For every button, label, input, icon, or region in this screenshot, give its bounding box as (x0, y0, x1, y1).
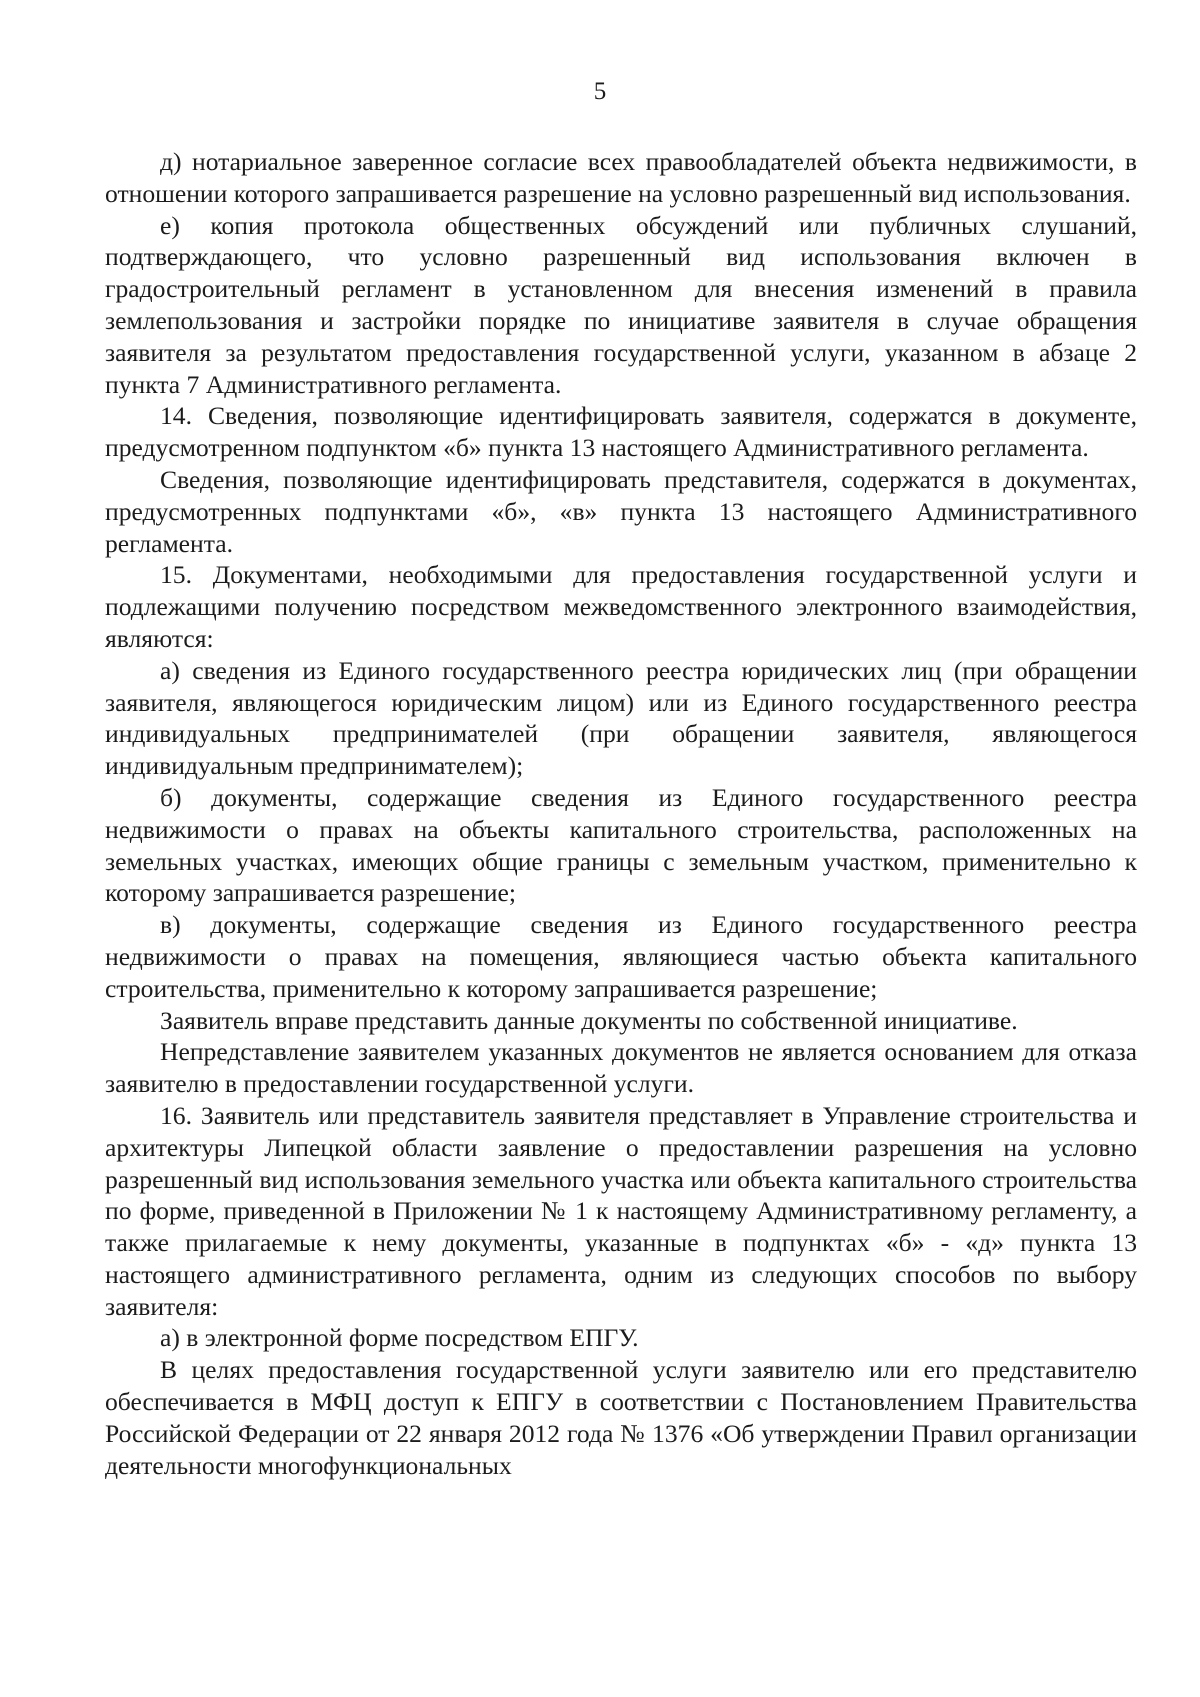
paragraph-16-application: 16. Заявитель или представитель заявителя представляет в Управление строительства и архитектуры Липецкой области заявление о предоставлении разрешения на условно разрешенный вид использования земельного участка или объекта капитального строительства по форме, приведенной в Приложении № 1 к настоящему Административному регламенту, а также прилагаемые к нему документы, указанные в подпунктах «б» - «д» пункта 13 настоящего административного регламента, одним из следующих способов по выбору заявителя: (105, 1100, 1137, 1321)
paragraph-own-initiative: Заявитель вправе представить данные документы по собственной инициативе. (160, 1005, 1018, 1035)
paragraph-d-notarial-consent: д) нотариальное заверенное согласие всех правообладателей объекта недвижимости, в отношении которого запрашивается разрешение на условно разрешенный вид использования. (105, 147, 1137, 208)
paragraph-15v-premises: в) документы, содержащие сведения из Единого государственного реестра недвижимости о правах на помещения, являющиеся частью объекта капитального строительства, применительно к которому запрашивается разрешение; (105, 910, 1137, 1003)
paragraph-15b-capital-construction: б) документы, содержащие сведения из Единого государственного реестра недвижимости о правах на объекты капитального строительства, расположенных на земельных участках, имеющих общие границы с земельным участком, применительно к которому запрашивается разрешение; (105, 782, 1137, 908)
paragraph-15a-registry: а) сведения из Единого государственного реестра юридических лиц (при обращении заявителя, являющегося юридическим лицом) или из Единого государственного реестра индивидуальных предпринимателей (при обращении заявителя, являющегося индивидуальным предпринимателем); (105, 655, 1137, 781)
paragraph-mfc-access: В целях предоставления государственной услуги заявителю или его представителю обеспечивается в МФЦ доступ к ЕПГУ в соответствии с Постановлением Правительства Российской Федерации от 22 января 2012 года № 1376 «Об утверждении Правил организации деятельности многофункциональных (105, 1355, 1137, 1480)
paragraph-15-documents: 15. Документами, необходимыми для предоставления государственной услуги и подлежащими получению посредством межведомственного электронного взаимодействия, являются: (105, 560, 1137, 653)
page-number: 5 (593, 78, 607, 105)
paragraph-non-submission: Непредставление заявителем указанных документов не является основанием для отказа заявителю в предоставлении государственной услуги. (105, 1037, 1137, 1099)
paragraph-16a-electronic-form: а) в электронной форме посредством ЕПГУ. (160, 1323, 639, 1353)
document-body (105, 146, 1137, 1481)
paragraph-14-applicant-info: 14. Сведения, позволяющие идентифицировать заявителя, содержатся в документе, предусмотренном подпунктом «б» пункта 13 настоящего Административного регламента. (105, 401, 1137, 463)
paragraph-e-protocol-copy: е) копия протокола общественных обсуждений или публичных слушаний, подтверждающего, что условно разрешенный вид использования включен в градостроительный регламент в установленном для внесения изменений в правила землепользования и застройки порядке по инициативе заявителя в случае обращения заявителя за результатом предоставления государственной услуги, указанном в абзаце 2 пункта 7 Административного регламента. (105, 210, 1137, 399)
paragraph-representative-info: Сведения, позволяющие идентифицировать представителя, содержатся в документах, предусмотренных подпунктами «б», «в» пункта 13 настоящего Административного регламента. (105, 464, 1137, 558)
